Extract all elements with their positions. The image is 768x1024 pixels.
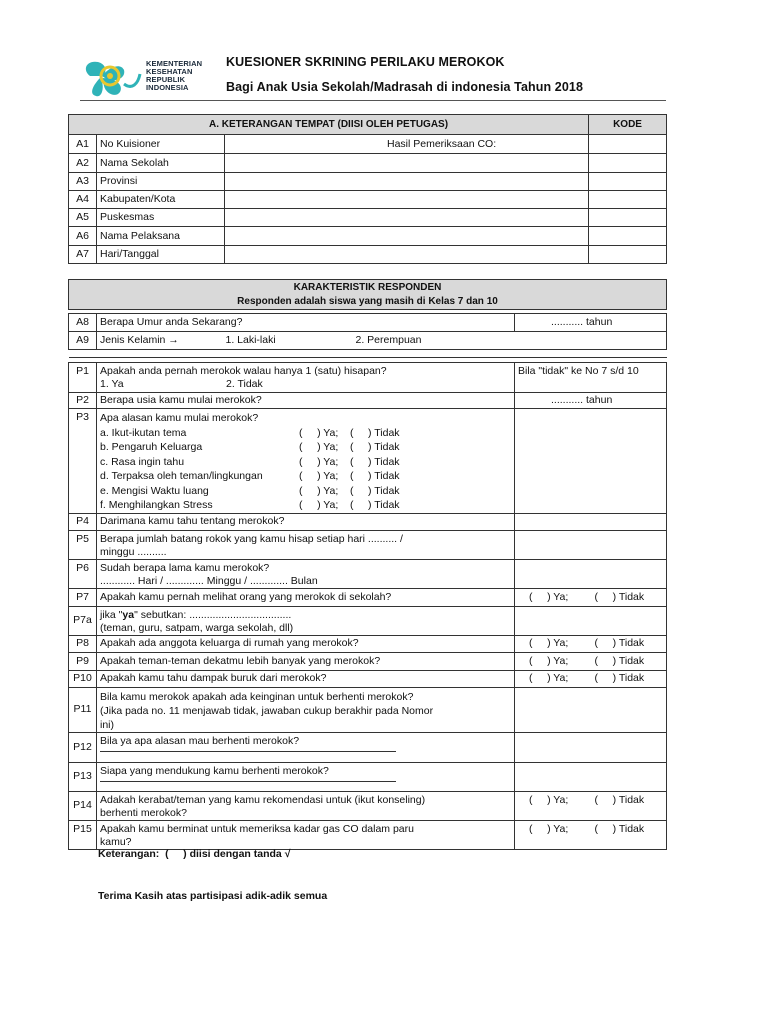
row-id: P6 bbox=[69, 559, 97, 588]
row-id: P10 bbox=[69, 670, 97, 687]
row-label: Nama Pelaksana bbox=[97, 227, 225, 246]
kode-field[interactable] bbox=[589, 209, 667, 227]
row-id: P13 bbox=[69, 762, 97, 791]
table-row bbox=[69, 227, 667, 246]
hari-tanggal-field[interactable] bbox=[225, 246, 589, 264]
table-row bbox=[69, 530, 667, 559]
table-row bbox=[69, 332, 667, 350]
table-row bbox=[69, 209, 667, 227]
row-id: A9 bbox=[69, 332, 97, 350]
kode-field[interactable] bbox=[589, 246, 667, 264]
row-id: A3 bbox=[69, 173, 97, 191]
yes-no-checkbox[interactable]: ( ) Ya; ( ) Tidak bbox=[299, 441, 400, 453]
question-text: Apakah kamu pernah melihat orang yang merokok di sekolah? bbox=[97, 588, 515, 606]
answer-cell[interactable] bbox=[515, 732, 667, 762]
table-row bbox=[69, 670, 667, 687]
table-row bbox=[69, 173, 667, 191]
reason-item: b. Pengaruh Keluarga ( ) Ya; ( ) Tidak bbox=[100, 441, 400, 453]
question-text: Bila kamu merokok apakah ada keinginan untuk berhenti merokok? (Jika pada no. 11 menjawab tidak, jawaban cukup berakhir pada Nomor ini) bbox=[97, 687, 515, 732]
keterangan-note: Keterangan: ( ) diisi dengan tanda √ bbox=[98, 848, 291, 860]
table-row bbox=[69, 154, 667, 173]
puskesmas-field[interactable] bbox=[225, 209, 589, 227]
co-result-label: Hasil Pemeriksaan CO: bbox=[387, 137, 497, 150]
yes-no-checkbox[interactable]: ( ) Ya; ( ) Tidak bbox=[299, 484, 400, 497]
question-text: Berapa usia kamu mulai merokok? bbox=[97, 393, 515, 409]
row-id: A1 bbox=[69, 135, 97, 154]
table-row bbox=[69, 513, 667, 530]
nama-sekolah-field[interactable] bbox=[225, 154, 589, 173]
skip-note: Bila "tidak" ke No 7 s/d 10 bbox=[515, 363, 667, 393]
answer-line[interactable] bbox=[100, 748, 396, 752]
row-id: A7 bbox=[69, 246, 97, 264]
question-text: Bila ya apa alasan mau berhenti merokok? bbox=[97, 732, 515, 762]
yes-no-checkbox[interactable]: ( ) Ya; ( ) Tidak bbox=[515, 635, 667, 652]
table-row bbox=[69, 732, 667, 762]
question-text: Adakah kerabat/teman yang kamu rekomendasi untuk (ikut konseling) berhenti merokok? bbox=[97, 791, 515, 820]
yes-no-checkbox[interactable]: ( ) Ya; ( ) Tidak bbox=[299, 455, 400, 468]
kode-field[interactable] bbox=[589, 191, 667, 209]
table-row bbox=[69, 246, 667, 264]
nama-pelaksana-field[interactable] bbox=[225, 227, 589, 246]
section-a-table bbox=[68, 114, 667, 264]
table-row bbox=[69, 652, 667, 670]
yes-no-checkbox[interactable]: ( ) Ya; ( ) Tidak bbox=[299, 499, 400, 511]
table-row bbox=[69, 135, 667, 154]
table-row bbox=[69, 559, 667, 588]
row-id: P11 bbox=[69, 687, 97, 732]
kode-field[interactable] bbox=[589, 154, 667, 173]
row-id: P8 bbox=[69, 635, 97, 652]
row-label: Hari/Tanggal bbox=[97, 246, 225, 264]
row-id: P2 bbox=[69, 393, 97, 409]
row-id: P7 bbox=[69, 588, 97, 606]
answer-line[interactable] bbox=[100, 778, 396, 782]
row-id: P15 bbox=[69, 820, 97, 849]
table-row bbox=[69, 791, 667, 820]
answer-cell[interactable] bbox=[515, 559, 667, 588]
option-perempuan[interactable]: 2. Perempuan bbox=[355, 334, 422, 346]
row-id: P1 bbox=[69, 363, 97, 393]
question-text: Siapa yang mendukung kamu berhenti merokok? bbox=[97, 762, 515, 791]
form-subtitle: Bagi Anak Usia Sekolah/Madrasah di indonesia Tahun 2018 bbox=[226, 80, 583, 94]
question-text: Jenis Kelamin → 1. Laki-laki 2. Perempuan bbox=[97, 332, 667, 350]
question-text: jika "ya" sebutkan: ................................... (teman, guru, satpam, warga sekolah, dll) bbox=[97, 606, 515, 635]
option-tidak[interactable]: 2. Tidak bbox=[226, 378, 263, 390]
row-id: P5 bbox=[69, 530, 97, 559]
row-id: A8 bbox=[69, 314, 97, 332]
reason-item: a. Ikut-ikutan tema ( ) Ya; ( ) Tidak bbox=[100, 426, 400, 439]
question-text: Berapa Umur anda Sekarang? bbox=[97, 314, 515, 332]
kabupaten-field[interactable] bbox=[225, 191, 589, 209]
row-label: Puskesmas bbox=[97, 209, 225, 227]
answer-cell[interactable] bbox=[515, 409, 667, 514]
reason-item: f. Menghilangkan Stress ( ) Ya; ( ) Tidak bbox=[100, 499, 400, 511]
table-row bbox=[69, 687, 667, 732]
row-label: Kabupaten/Kota bbox=[97, 191, 225, 209]
section-b-header bbox=[69, 280, 667, 310]
option-laki-laki[interactable]: 1. Laki-laki bbox=[225, 334, 276, 346]
answer-cell[interactable] bbox=[515, 606, 667, 635]
logo-text: KEMENTERIAN KESEHATAN REPUBLIK INDONESIA bbox=[146, 59, 203, 92]
question-text: Apakah teman-teman dekatmu lebih banyak yang merokok? bbox=[97, 652, 515, 670]
reason-item: e. Mengisi Waktu luang ( ) Ya; ( ) Tidak bbox=[100, 484, 400, 497]
question-text: Sudah berapa lama kamu merokok? ............ Hari / ............. Minggu / ............. Bulan bbox=[97, 559, 515, 588]
yes-no-checkbox[interactable]: ( ) Ya; ( ) Tidak bbox=[299, 426, 400, 439]
row-id: A4 bbox=[69, 191, 97, 209]
header-divider bbox=[80, 100, 666, 101]
kode-field[interactable] bbox=[589, 135, 667, 154]
row-id: A6 bbox=[69, 227, 97, 246]
section-b-title: KARAKTERISTIK RESPONDEN bbox=[293, 281, 442, 293]
question-text: Berapa jumlah batang rokok yang kamu hisap setiap hari .......... / minggu .......... bbox=[97, 530, 515, 559]
table-row bbox=[69, 820, 667, 849]
questions-table bbox=[68, 362, 667, 850]
reason-item: d. Terpaksa oleh teman/lingkungan ( ) Ya; ( ) Tidak bbox=[100, 470, 400, 482]
question-text: Darimana kamu tahu tentang merokok? bbox=[97, 513, 515, 530]
row-id: P3 bbox=[69, 409, 97, 514]
yes-no-checkbox[interactable]: ( ) Ya; ( ) Tidak bbox=[515, 820, 667, 849]
table-row bbox=[69, 393, 667, 409]
yes-no-checkbox[interactable]: ( ) Ya; ( ) Tidak bbox=[515, 652, 667, 670]
question-text: Apa alasan kamu mulai merokok? a. Ikut-ikutan tema ( ) Ya; ( ) Tidak b. Pengaruh Keluarga ( ) Ya; ( ) Tidak c. Rasa ingin tahu ( ) Ya; ( ) Tidak d. Terpaksa oleh teman/lingkungan ( ) Ya; ( ) Tidak e. Mengisi Waktu luang ( ) Ya; ( ) Tidak f. Menghilangkan Stress ( ) Ya; ( ) Tidak bbox=[97, 409, 515, 514]
yes-no-checkbox[interactable]: ( ) Ya; ( ) Tidak bbox=[515, 588, 667, 606]
provinsi-field[interactable] bbox=[225, 173, 589, 191]
usia-mulai-field[interactable] bbox=[515, 393, 667, 409]
question-text: Apakah kamu berminat untuk memeriksa kadar gas CO dalam paru kamu? bbox=[97, 820, 515, 849]
row-id: A2 bbox=[69, 154, 97, 173]
thanks-note: Terima Kasih atas partisipasi adik-adik semua bbox=[98, 890, 328, 902]
table-row bbox=[69, 635, 667, 652]
table-row bbox=[69, 314, 667, 332]
section-b-subtitle: Responden adalah siswa yang masih di Kelas 7 dan 10 bbox=[237, 295, 498, 307]
table-row bbox=[69, 606, 667, 635]
answer-cell[interactable] bbox=[515, 762, 667, 791]
yes-no-checkbox[interactable]: ( ) Ya; ( ) Tidak bbox=[515, 791, 667, 820]
umur-field[interactable] bbox=[515, 314, 667, 332]
row-id: P4 bbox=[69, 513, 97, 530]
yes-no-checkbox[interactable]: ( ) Ya; ( ) Tidak bbox=[299, 470, 400, 482]
row-id: P14 bbox=[69, 791, 97, 820]
question-text: Apakah kamu tahu dampak buruk dari merokok? bbox=[97, 670, 515, 687]
form-title: KUESIONER SKRINING PERILAKU MEROKOK bbox=[226, 55, 505, 69]
question-text: Apakah anda pernah merokok walau hanya 1 (satu) hisapan? 1. Ya 2. Tidak bbox=[97, 363, 515, 393]
option-ya[interactable]: 1. Ya bbox=[100, 378, 124, 390]
reason-item: c. Rasa ingin tahu ( ) Ya; ( ) Tidak bbox=[100, 455, 400, 468]
row-id: P7a bbox=[69, 606, 97, 635]
question-text: Apakah ada anggota keluarga di rumah yang merokok? bbox=[97, 635, 515, 652]
section-a-title: A. KETERANGAN TEMPAT (DIISI OLEH PETUGAS) bbox=[69, 115, 589, 135]
section-b-table bbox=[68, 279, 667, 358]
table-row bbox=[69, 191, 667, 209]
kode-header: KODE bbox=[589, 115, 667, 135]
table-row bbox=[69, 409, 667, 514]
row-label: No Kuisioner bbox=[97, 135, 225, 154]
row-id: P9 bbox=[69, 652, 97, 670]
answer-cell[interactable] bbox=[515, 513, 667, 530]
table-row bbox=[69, 588, 667, 606]
table-row bbox=[69, 363, 667, 393]
row-label: Provinsi bbox=[97, 173, 225, 191]
no-kuisioner-field[interactable] bbox=[225, 135, 589, 154]
answer-cell[interactable] bbox=[515, 530, 667, 559]
row-id: P12 bbox=[69, 732, 97, 762]
kode-field[interactable] bbox=[589, 227, 667, 246]
answer-placeholder: ........... tahun bbox=[551, 394, 613, 406]
answer-placeholder: ........... tahun bbox=[551, 316, 613, 328]
row-label: Nama Sekolah bbox=[97, 154, 225, 173]
kode-field[interactable] bbox=[589, 173, 667, 191]
yes-no-checkbox[interactable]: ( ) Ya; ( ) Tidak bbox=[515, 670, 667, 687]
answer-cell[interactable] bbox=[515, 687, 667, 732]
row-id: A5 bbox=[69, 209, 97, 227]
table-row bbox=[69, 762, 667, 791]
